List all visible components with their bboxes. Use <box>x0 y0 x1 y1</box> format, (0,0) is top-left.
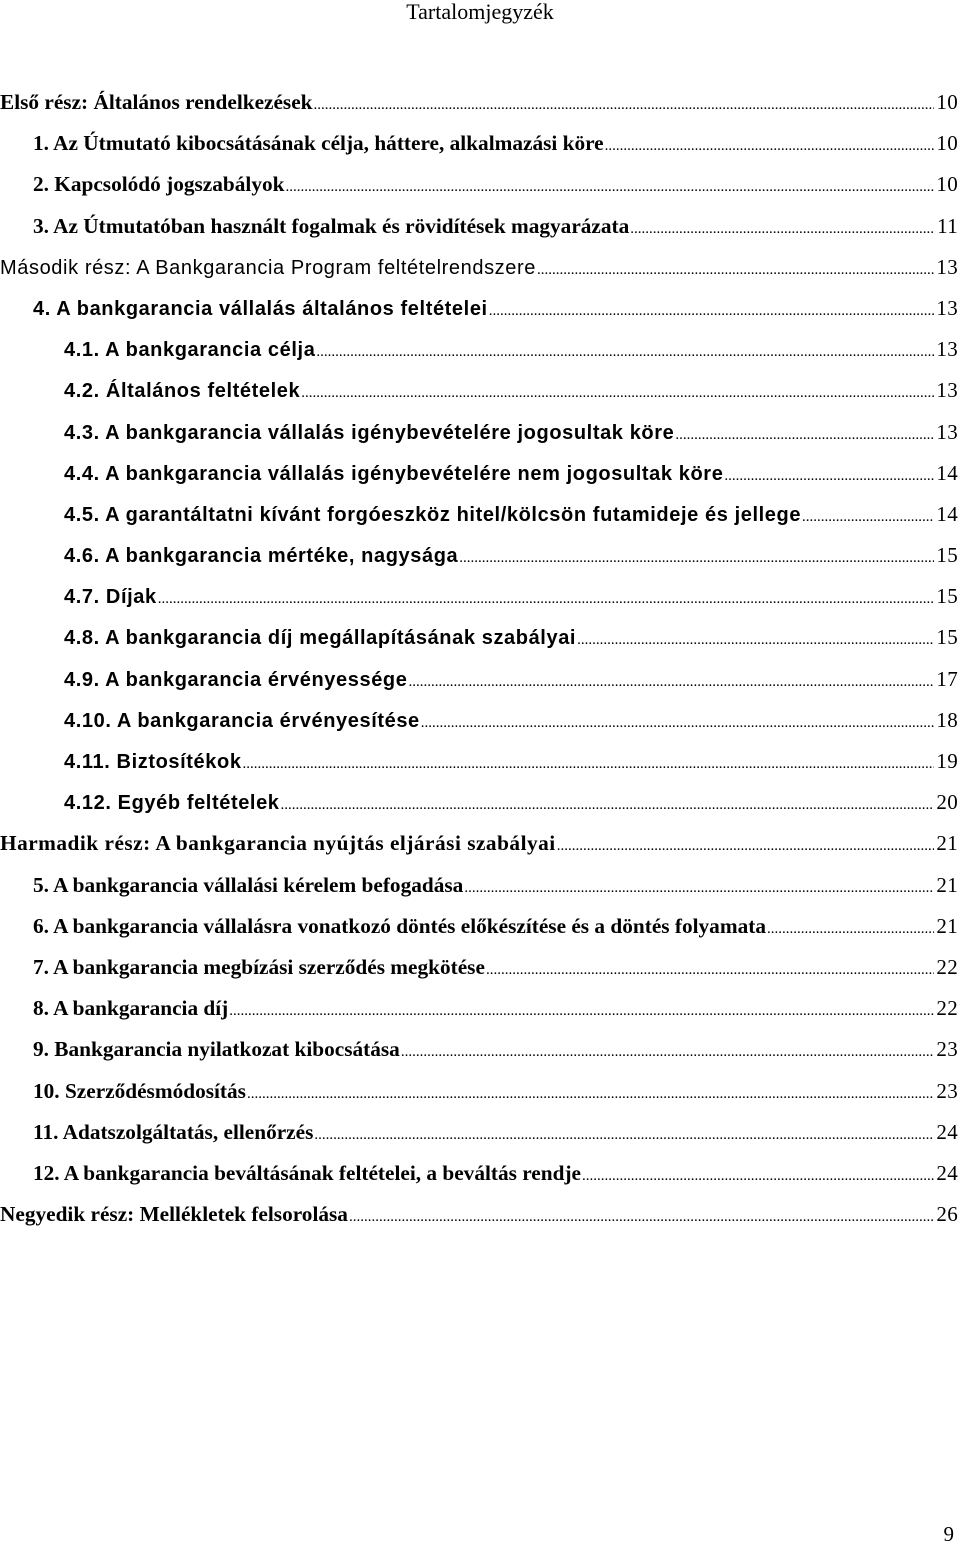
toc-entry[interactable] <box>0 749 960 790</box>
toc-entry-page: 20 <box>936 790 958 815</box>
toc-entry-label: Első rész: Általános rendelkezések <box>0 90 313 114</box>
toc-leader-dots <box>408 674 934 691</box>
toc-entry-page: 10 <box>936 172 958 197</box>
toc-entry-page: 14 <box>936 501 958 526</box>
toc-leader-dots <box>630 221 935 238</box>
toc-entry[interactable] <box>0 1161 960 1202</box>
toc-entry-page: 15 <box>936 584 958 609</box>
toc-entry-page: 10 <box>936 90 958 114</box>
toc-entry-page: 13 <box>936 337 958 362</box>
toc-entry[interactable] <box>0 667 960 708</box>
toc-leader-dots <box>767 921 934 938</box>
toc-leader-dots <box>802 509 934 526</box>
toc-entry-label: 6. A bankgarancia vállalásra vonatkozó döntés előkészítése és a döntés folyamata <box>33 913 766 938</box>
toc-entry-page: 14 <box>936 460 958 485</box>
toc-leader-dots <box>158 591 935 608</box>
toc-entry-label: 4.12. Egyéb feltételek <box>64 792 280 815</box>
toc-entry[interactable] <box>0 1120 960 1161</box>
toc-entry[interactable] <box>0 790 960 831</box>
toc-leader-dots <box>285 179 934 196</box>
toc-entry-page: 24 <box>936 1119 958 1144</box>
toc-leader-dots <box>605 138 935 155</box>
toc-leader-dots <box>349 1209 934 1226</box>
toc-leader-dots <box>314 1127 934 1144</box>
toc-entry[interactable] <box>0 1202 960 1243</box>
toc-leader-dots <box>314 97 935 114</box>
toc-entry[interactable] <box>0 543 960 584</box>
toc-entry-page: 26 <box>936 1202 958 1227</box>
toc-leader-dots <box>724 468 934 485</box>
page-number: 9 <box>943 1522 954 1546</box>
toc-entry[interactable] <box>0 420 960 461</box>
toc-leader-dots <box>675 427 934 444</box>
toc-entry[interactable] <box>0 955 960 996</box>
toc-entry[interactable] <box>0 255 960 296</box>
toc-entry-label: 1. Az Útmutató kibocsátásának célja, háttere, alkalmazási köre <box>33 131 604 156</box>
toc-entry-label: 8. A bankgarancia díj <box>33 996 229 1021</box>
toc-leader-dots <box>281 797 935 814</box>
toc-entry-page: 13 <box>936 419 958 444</box>
toc-entry-label: 5. A bankgarancia vállalási kérelem befogadása <box>33 872 464 897</box>
toc-entry-page: 19 <box>936 749 958 773</box>
toc-entry-page: 22 <box>936 954 958 979</box>
table-of-contents <box>0 90 960 1243</box>
toc-entry[interactable] <box>0 214 960 255</box>
toc-leader-dots <box>577 632 934 649</box>
toc-entry-page: 11 <box>937 213 958 238</box>
toc-leader-dots <box>557 838 935 855</box>
toc-leader-dots <box>537 262 934 279</box>
toc-leader-dots <box>243 756 935 773</box>
toc-entry[interactable] <box>0 996 960 1037</box>
toc-entry-page: 13 <box>936 254 958 279</box>
toc-entry-label: 4.11. Biztosítékok <box>64 751 242 773</box>
toc-entry-label: 9. Bankgarancia nyilatkozat kibocsátása <box>33 1037 400 1062</box>
toc-entry-page: 23 <box>936 1078 958 1103</box>
toc-entry[interactable] <box>0 831 960 872</box>
toc-entry[interactable] <box>0 296 960 337</box>
toc-leader-dots <box>229 1003 934 1020</box>
toc-entry[interactable] <box>0 914 960 955</box>
toc-entry[interactable] <box>0 131 960 172</box>
toc-entry[interactable] <box>0 584 960 625</box>
toc-entry-label: 3. Az Útmutatóban használt fogalmak és rövidítések magyarázata <box>33 213 630 238</box>
toc-leader-dots <box>459 550 934 567</box>
toc-entry[interactable] <box>0 708 960 749</box>
toc-entry-page: 22 <box>936 996 958 1021</box>
toc-entry-label: 4.5. A garantáltatni kívánt forgóeszköz hitel/kölcsön futamideje és jellege <box>64 503 802 526</box>
toc-entry-label: 12. A bankgarancia beváltásának feltételei, a beváltás rendje <box>33 1160 581 1185</box>
toc-entry-label: Negyedik rész: Mellékletek felsorolása <box>0 1202 348 1227</box>
toc-entry[interactable] <box>0 461 960 502</box>
toc-entry-label: 4.4. A bankgarancia vállalás igénybevételére nem jogosultak köre <box>64 462 724 485</box>
page-title: Tartalomjegyzék <box>406 0 554 24</box>
toc-entry-label: 4.9. A bankgarancia érvényessége <box>64 668 408 691</box>
toc-entry[interactable] <box>0 337 960 378</box>
toc-entry-label: 7. A bankgarancia megbízási szerződés megkötése <box>33 954 485 979</box>
toc-entry-page: 21 <box>936 872 958 897</box>
toc-entry-page: 24 <box>936 1160 958 1185</box>
toc-entry-label: 4.8. A bankgarancia díj megállapításának szabályai <box>64 627 577 650</box>
toc-entry-label: 11. Adatszolgáltatás, ellenőrzés <box>33 1119 314 1144</box>
toc-entry[interactable] <box>0 502 960 543</box>
toc-entry-label: 4.3. A bankgarancia vállalás igénybevételére jogosultak köre <box>64 421 675 444</box>
toc-entry-page: 23 <box>936 1037 958 1062</box>
toc-leader-dots <box>421 715 935 732</box>
toc-leader-dots <box>301 385 934 402</box>
toc-entry[interactable] <box>0 172 960 213</box>
toc-leader-dots <box>316 344 934 361</box>
toc-entry-page: 15 <box>936 543 958 568</box>
toc-leader-dots <box>464 880 934 897</box>
toc-entry[interactable] <box>0 90 960 131</box>
toc-entry-label: 4.6. A bankgarancia mértéke, nagysága <box>64 545 459 568</box>
toc-entry-page: 10 <box>936 131 958 156</box>
toc-leader-dots <box>247 1086 934 1103</box>
toc-entry-page: 15 <box>936 625 958 650</box>
toc-leader-dots <box>582 1168 934 1185</box>
toc-entry[interactable] <box>0 873 960 914</box>
toc-leader-dots <box>401 1044 935 1061</box>
toc-entry-page: 13 <box>936 295 958 320</box>
toc-entry[interactable] <box>0 1079 960 1120</box>
toc-entry-label: Harmadik rész: A bankgarancia nyújtás eljárási szabályai <box>0 831 556 856</box>
toc-entry-page: 18 <box>936 707 958 732</box>
toc-entry-label: 2. Kapcsolódó jogszabályok <box>33 172 285 197</box>
toc-entry-label: 4. A bankgarancia vállalás általános feltételei <box>33 297 488 320</box>
toc-entry-label: 4.7. Díjak <box>64 586 157 609</box>
toc-entry-label: 4.2. Általános feltételek <box>64 380 301 403</box>
toc-entry-page: 21 <box>936 831 958 856</box>
toc-entry[interactable] <box>0 1037 960 1078</box>
toc-entry[interactable] <box>0 378 960 419</box>
toc-entry-label: Második rész: A Bankgarancia Program feltételrendszere <box>0 256 536 279</box>
toc-leader-dots <box>489 303 935 320</box>
toc-entry-page: 21 <box>936 913 958 938</box>
toc-entry-page: 17 <box>936 666 958 691</box>
toc-entry-label: 4.10. A bankgarancia érvényesítése <box>64 709 420 732</box>
toc-entry-label: 10. Szerződésmódosítás <box>33 1078 246 1103</box>
toc-entry-page: 13 <box>936 378 958 403</box>
toc-leader-dots <box>486 962 934 979</box>
toc-entry[interactable] <box>0 625 960 666</box>
toc-entry-label: 4.1. A bankgarancia célja <box>64 339 316 362</box>
